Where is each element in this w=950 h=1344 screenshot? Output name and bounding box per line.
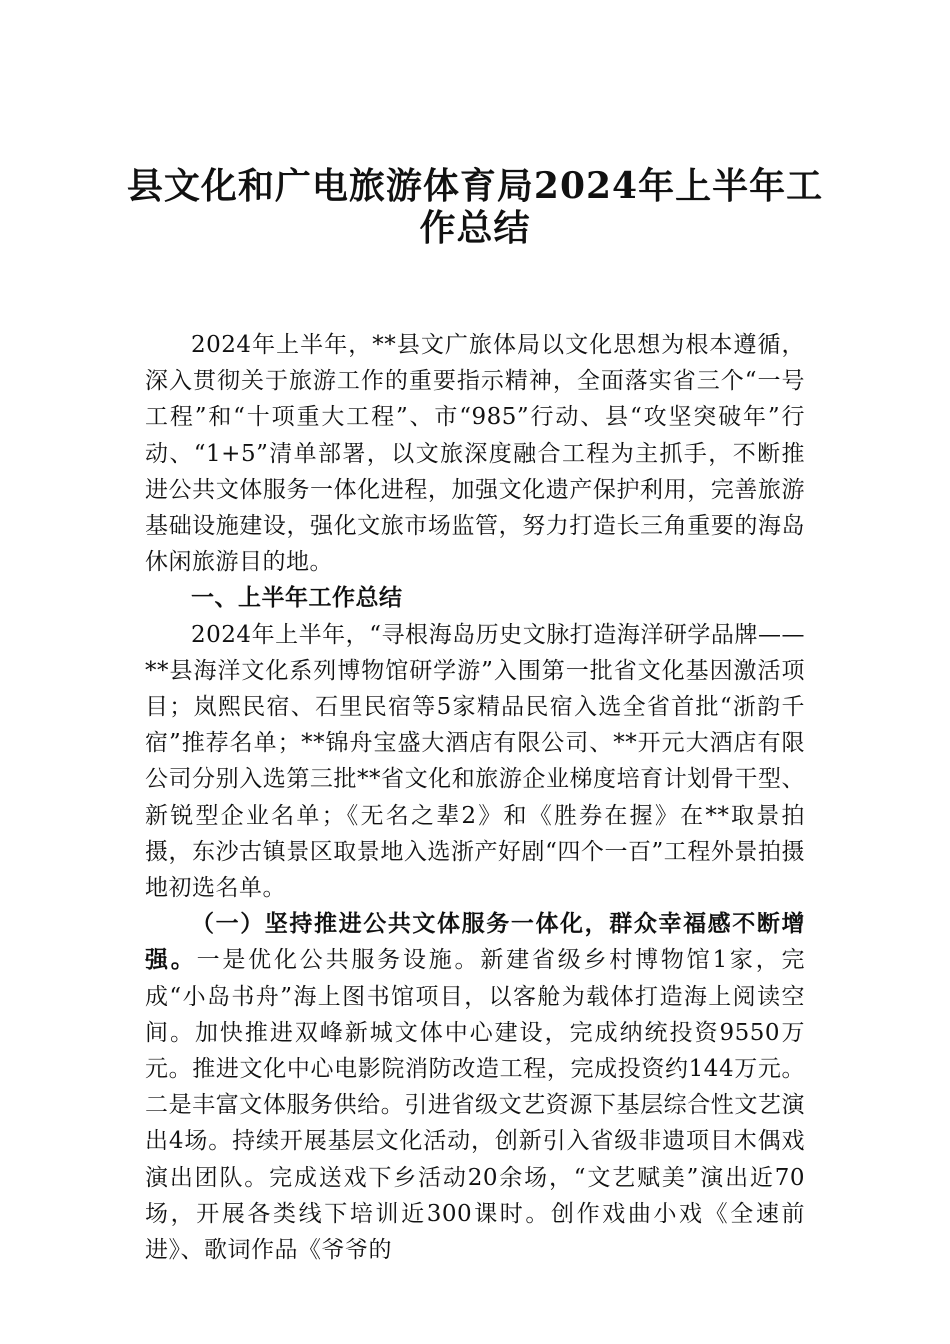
document-body [145,327,805,1268]
subsection1-paragraph [145,906,805,1268]
section1-paragraph: 2024年上半年，“寻根海岛历史文脉打造海洋研学品牌——**县海洋文化系列博物馆研学游”入围第一批省文化基因激活项目；岚熙民宿、石里民宿等5家精品民宿入选全省首批“浙韵千宿”推荐名单；**锦舟宝盛大酒店有限公司、**开元大酒店有限公司分别入选第三批**省文化和旅游企业梯度培育计划骨干型、新锐型企业名单；《无名之辈2》和《胜券在握》在**取景拍摄，东沙古镇景区取景地入选浙产好剧“四个一百”工程外景拍摄地初选名单。 [145,621,805,902]
document-title-line-1: 县文化和广电旅游体育局2024年上半年工 [126,165,824,207]
intro-paragraph: 2024年上半年，**县文广旅体局以文化思想为根本遵循，深入贯彻关于旅游工作的重要指示精神，全面落实省三个“一号工程”和“十项重大工程”、市“985”行动、县“攻坚突破年”行动、“1+5”清单部署，以文旅深度融合工程为主抓手，不断推进公共文体服务一体化进程，加强文化遗产保护利用，完善旅游基础设施建设，强化文旅市场监管，努力打造长三角重要的海岛休闲旅游目的地。 [145,332,805,576]
document-title-line-2: 作总结 [419,207,531,249]
subsection-heading-1: （一）坚持推进公共文体服务一体化，群众幸福感不断增强。 [145,910,805,974]
subsection1-body: 一是优化公共服务设施。新建省级乡村博物馆1家，完成“小岛书舟”海上图书馆项目，以客舱为载体打造海上阅读空间。加快推进双峰新城文体中心建设，完成纳统投资9550万元。推进文化中心电影院消防改造工程，完成投资约144万元。二是丰富文体服务供给。引进省级文艺资源下基层综合性文艺演出4场。持续开展基层文化活动，创新引入省级非遗项目木偶戏演出团队。完成送戏下乡活动20余场，“文艺赋美”演出近70场，开展各类线下培训近300课时。创作戏曲小戏《全速前进》、歌词作品《爷爷的 [145,947,805,1264]
section-heading-1: 一、上半年工作总结 [191,585,403,612]
